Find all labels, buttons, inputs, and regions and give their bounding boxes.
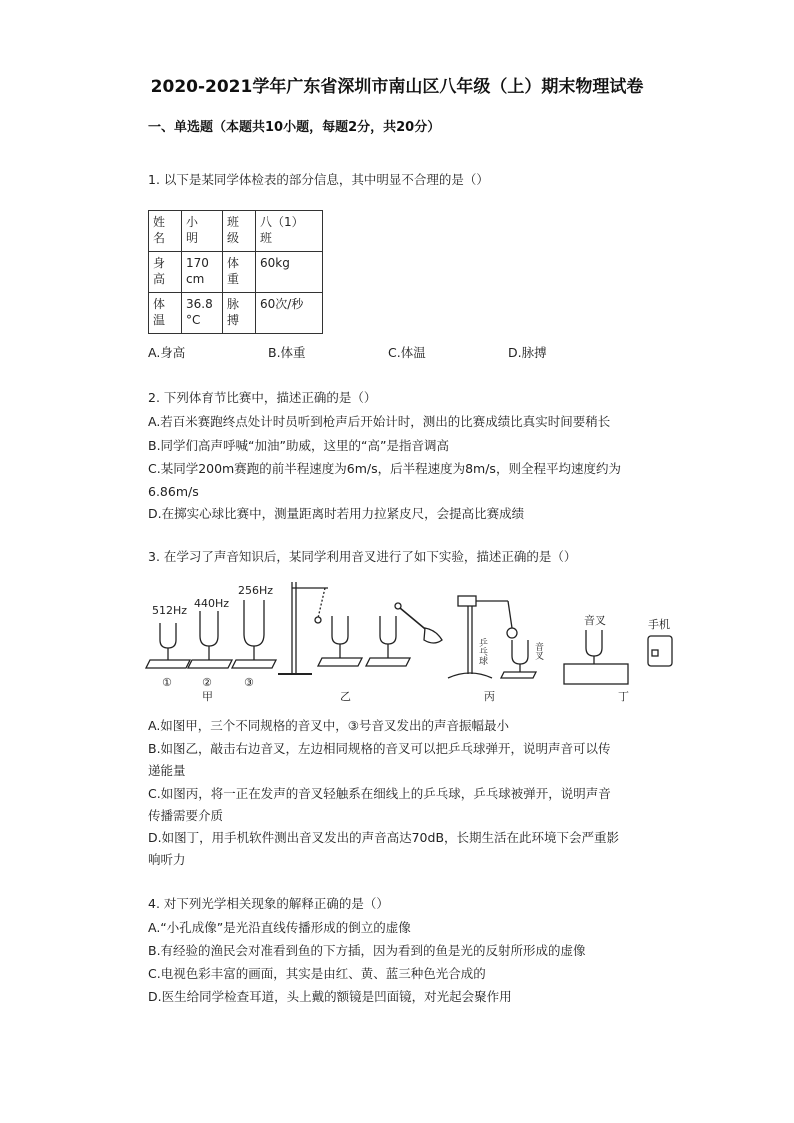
clamp-stand <box>448 596 536 678</box>
question-1-option-c[interactable]: C.体温 <box>388 345 426 360</box>
table-cell: 姓 名 <box>149 211 182 252</box>
table-cell: 36.8 °C <box>182 293 223 334</box>
fork-2-number: ② <box>202 676 212 689</box>
table-cell: 60次/秒 <box>256 293 323 334</box>
question-4-option-a[interactable]: A.“小孔成像”是光沿直线传播形成的倒立的虚像 <box>148 920 411 935</box>
table-cell: 60kg <box>256 252 323 293</box>
fork-3-frequency: 256Hz <box>238 584 274 597</box>
pingpong-label: 乒乓球 <box>477 638 487 665</box>
question-4-option-d[interactable]: D.医生给同学检查耳道，头上戴的额镜是凹面镜，对光起会聚作用 <box>148 989 512 1004</box>
fork-label: 音叉 <box>584 614 606 627</box>
question-1-option-b[interactable]: B.体重 <box>268 345 306 360</box>
question-3-option-d-cont: 响听力 <box>148 852 186 867</box>
question-3-option-c-cont: 传播需要介质 <box>148 808 224 823</box>
question-1-option-a[interactable]: A.身高 <box>148 345 186 360</box>
phone-label: 手机 <box>648 618 670 631</box>
question-2-option-c-cont: 6.86m/s <box>148 484 199 499</box>
table-row <box>149 211 323 252</box>
health-check-table <box>148 210 323 334</box>
section-heading: 一、单选题（本题共10小题，每题2分，共20分） <box>148 120 441 135</box>
table-cell: 体 温 <box>149 293 182 334</box>
table-cell: 体 重 <box>223 252 256 293</box>
table-cell: 身 高 <box>149 252 182 293</box>
table-cell: 脉 搏 <box>223 293 256 334</box>
figure-label-ding: 丁 <box>618 690 629 703</box>
fork-2 <box>188 611 232 668</box>
fork-3-number: ③ <box>244 676 254 689</box>
question-2-stem: 2. 下列体育节比赛中，描述正确的是（） <box>148 390 377 405</box>
table-cell: 班 级 <box>223 211 256 252</box>
question-2-option-a[interactable]: A.若百米赛跑终点处计时员听到枪声后开始计时，测出的比赛成绩比真实时间要稍长 <box>148 414 611 429</box>
table-cell: 八（1） 班 <box>256 211 323 252</box>
question-3-option-c[interactable]: C.如图丙，将一正在发声的音叉轻触系在细线上的乒乓球，乒乓球被弹开，说明声音 <box>148 786 611 801</box>
table-cell: 小 明 <box>182 211 223 252</box>
question-3-option-d[interactable]: D.如图丁，用手机软件测出音叉发出的声音高达70dB，长期生活在此环境下会严重影 <box>148 830 620 845</box>
fork-2-frequency: 440Hz <box>194 597 230 610</box>
fork-1-number: ① <box>162 676 172 689</box>
page-title: 2020-2021学年广东省深圳市南山区八年级（上）期末物理试卷 <box>150 77 644 97</box>
fork-vertical-label: 音叉 <box>533 642 543 660</box>
table-cell: 170 cm <box>182 252 223 293</box>
question-3-option-b[interactable]: B.如图乙，敲击右边音叉，左边相同规格的音叉可以把乒乓球弹开，说明声音可以传 <box>148 741 611 756</box>
question-4-option-b[interactable]: B.有经验的渔民会对准看到鱼的下方插，因为看到的鱼是光的反射所形成的虚像 <box>148 943 586 958</box>
question-1-stem: 1. 以下是某同学体检表的部分信息，其中明显不合理的是（） <box>148 172 489 187</box>
fork-3 <box>232 600 276 668</box>
figure-label-jia: 甲 <box>202 690 213 703</box>
fork-1-frequency: 512Hz <box>152 604 188 617</box>
tuning-fork-figure <box>140 578 680 708</box>
question-2-option-d[interactable]: D.在掷实心球比赛中，测量距离时若用力拉紧皮尺，会提高比赛成绩 <box>148 506 525 521</box>
figure-label-yi: 乙 <box>340 690 351 703</box>
figure-label-bing: 丙 <box>484 690 495 703</box>
question-3-option-b-cont: 递能量 <box>148 763 186 778</box>
question-3-stem: 3. 在学习了声音知识后，某同学利用音叉进行了如下实验，描述正确的是（） <box>148 549 577 564</box>
question-3-option-a[interactable]: A.如图甲，三个不同规格的音叉中，③号音叉发出的声音振幅最小 <box>148 718 510 733</box>
table-row <box>149 252 323 293</box>
table-row <box>149 293 323 334</box>
question-2-option-c[interactable]: C.某同学200m赛跑的前半程速度为6m/s，后半程速度为8m/s，则全程平均速度约为 <box>148 461 621 476</box>
fork-1 <box>146 623 190 668</box>
question-2-option-b[interactable]: B.同学们高声呼喊“加油”助威，这里的“高”是指音调高 <box>148 438 449 453</box>
box-fork <box>564 630 628 684</box>
question-4-stem: 4. 对下列光学相关现象的解释正确的是（） <box>148 896 389 911</box>
resonance-stand <box>278 582 442 674</box>
question-1-option-d[interactable]: D.脉搏 <box>508 345 547 360</box>
question-4-option-c[interactable]: C.电视色彩丰富的画面，其实是由红、黄、蓝三种色光合成的 <box>148 966 486 981</box>
phone-icon <box>648 636 672 666</box>
